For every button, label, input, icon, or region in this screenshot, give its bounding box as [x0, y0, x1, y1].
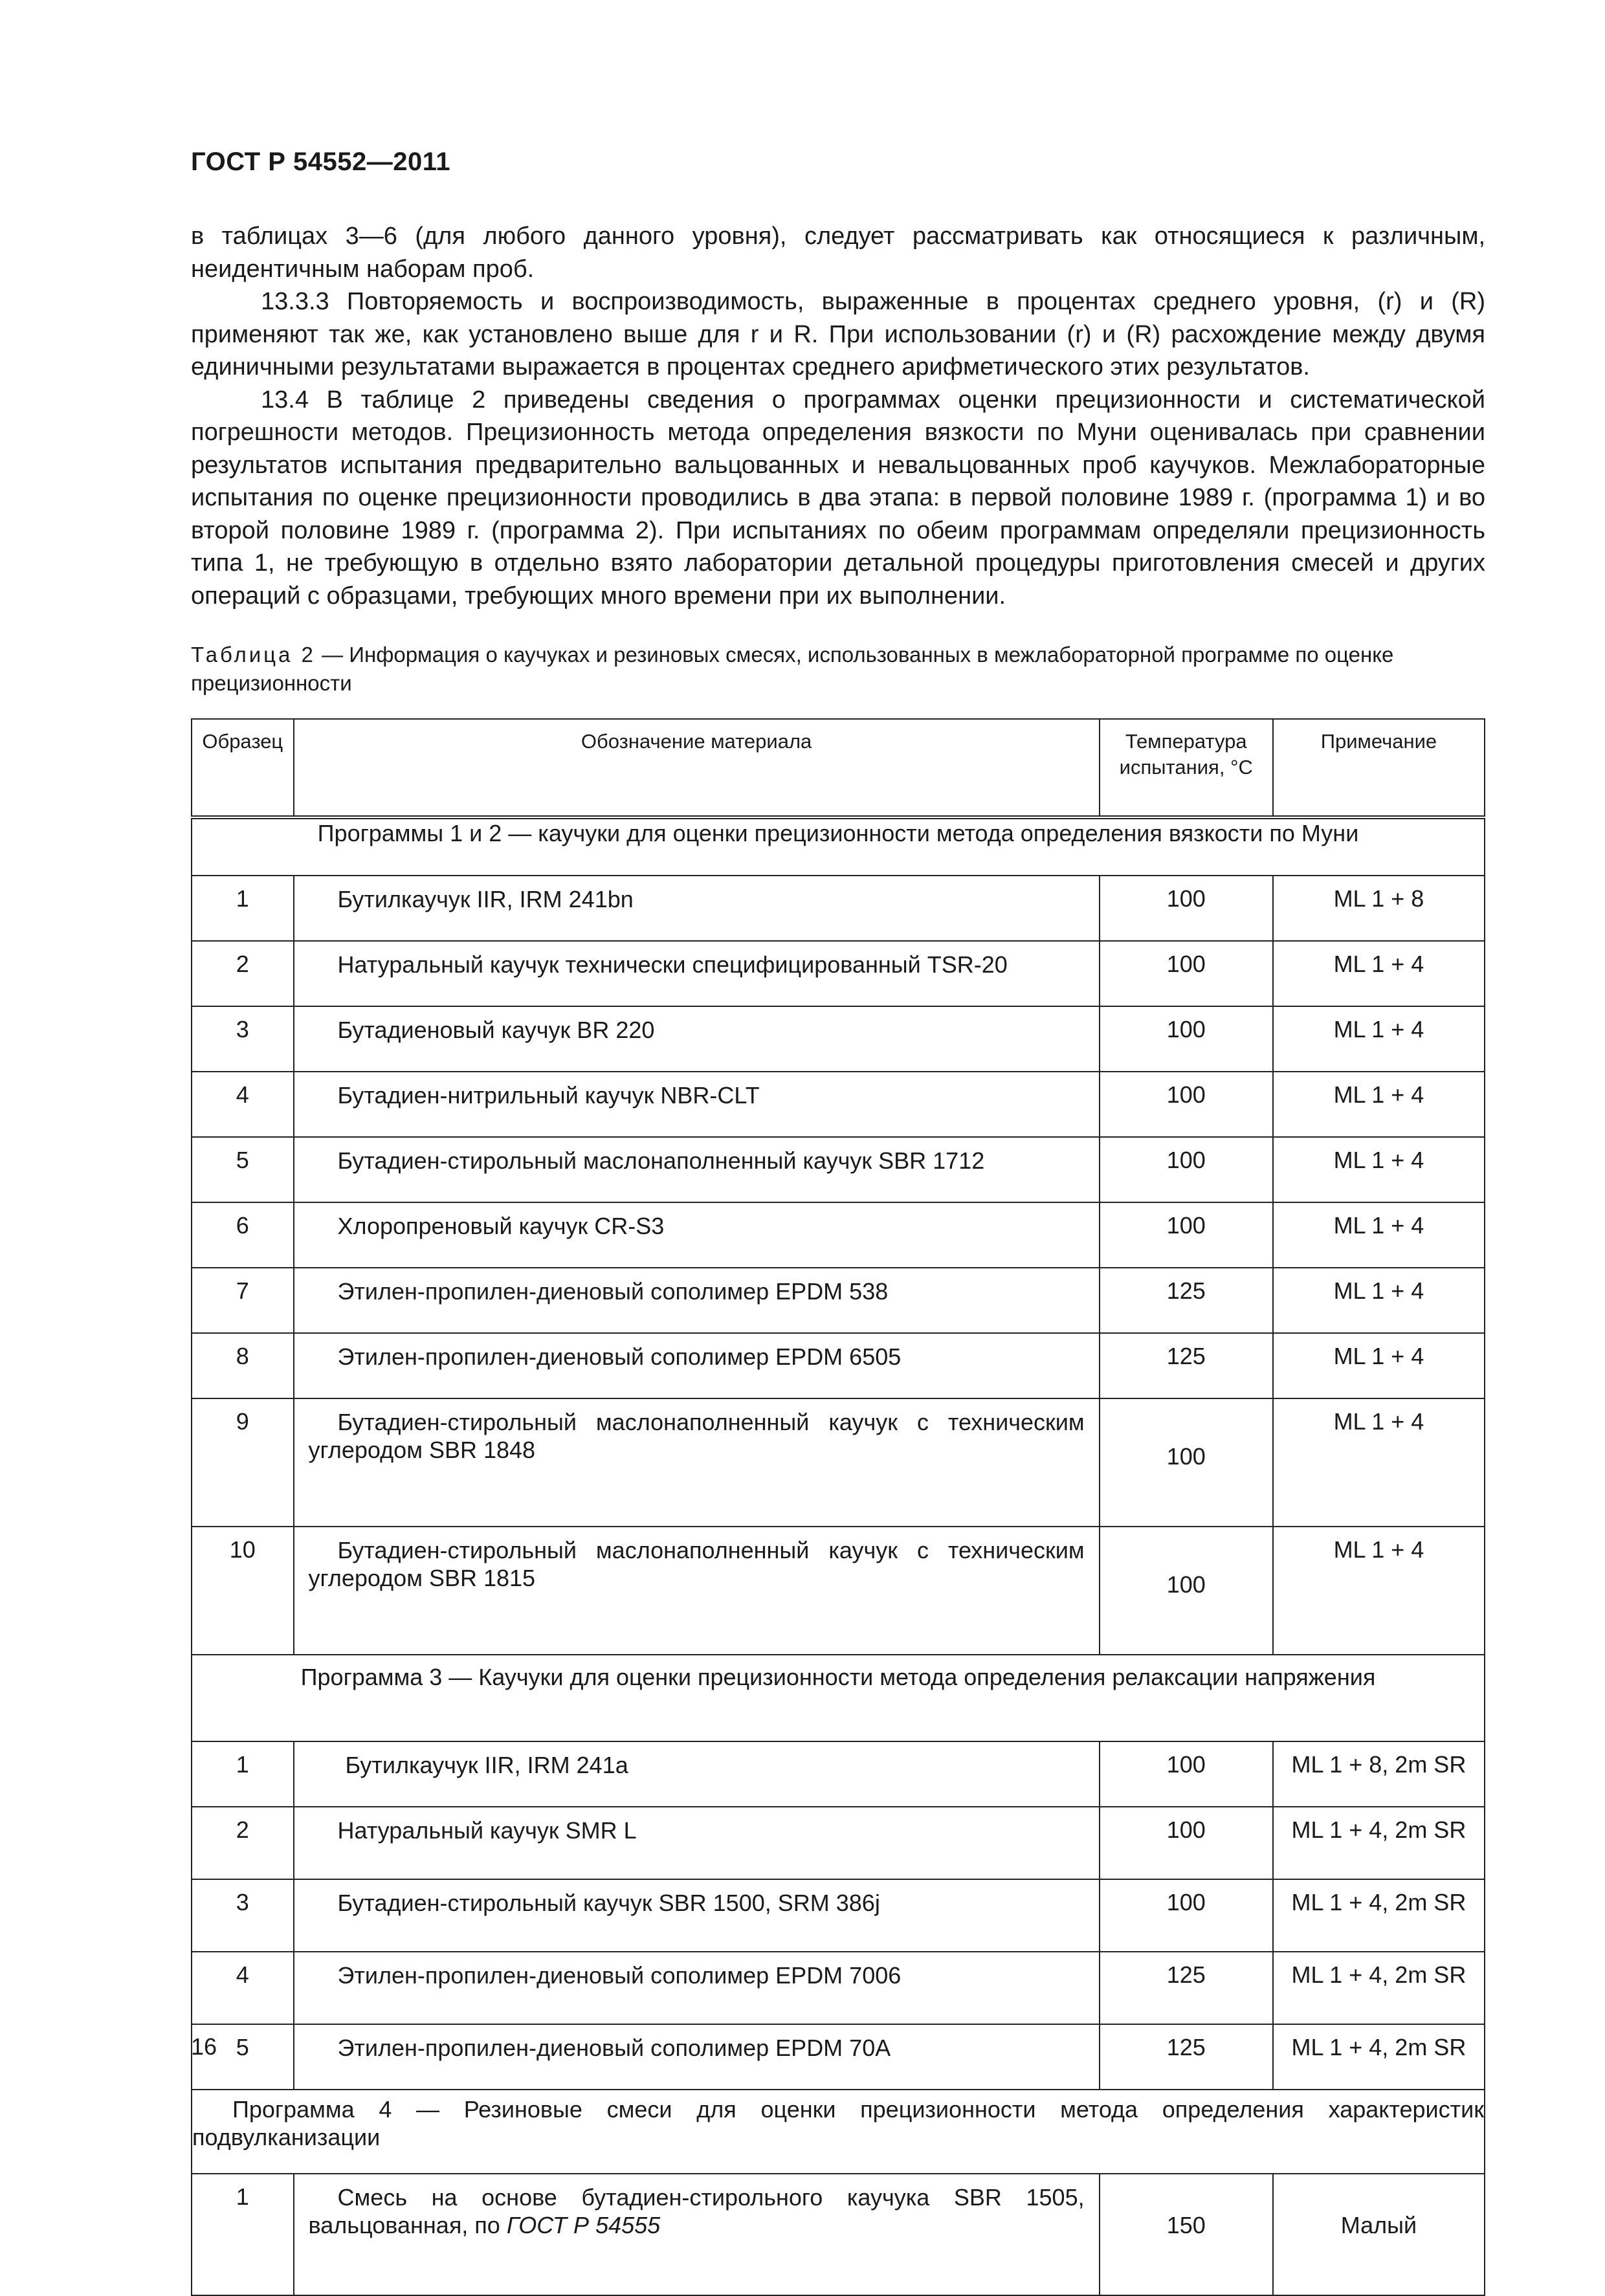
material-text: Этилен-пропилен-диеновый сополимер EPDM 70A: [337, 2035, 891, 2061]
group-title: Программы 1 и 2 — каучуки для оценки прецизионности метода определения вязкости по Муни: [192, 817, 1485, 876]
table-row: [192, 1741, 1485, 1807]
cell-material: [294, 1952, 1100, 2024]
document-code: ГОСТ Р 54552—2011: [191, 148, 450, 176]
cell-note: ML 1 + 4, 2m SR: [1273, 1879, 1485, 1952]
cell-sample: 9: [192, 1398, 294, 1527]
table-row: [192, 1807, 1485, 1879]
table-row: [192, 1333, 1485, 1398]
cell-sample: 5: [192, 1137, 294, 1202]
material-text: Натуральный каучук SMR L: [337, 1817, 637, 1844]
table-row: [192, 1072, 1485, 1137]
cell-temperature: 100: [1100, 1879, 1273, 1952]
cell-note: ML 1 + 4: [1273, 1398, 1485, 1527]
material-text: Бутадиен-стирольный маслонаполненный каучук с техническим углеродом SBR 1848: [308, 1409, 1085, 1463]
cell-note: ML 1 + 4: [1273, 1006, 1485, 1072]
table-row: [192, 1268, 1485, 1333]
cell-temperature: 100: [1100, 1006, 1273, 1072]
cell-temperature: 100: [1100, 1398, 1273, 1527]
table-caption-text: — Информация о каучуках и резиновых смесях, использованных в межлабораторной программе по оценке прецизионности: [191, 643, 1394, 695]
cell-sample: 1: [192, 2174, 294, 2295]
table-row: [192, 941, 1485, 1006]
cell-note: ML 1 + 8: [1273, 876, 1485, 941]
cell-sample: 4: [192, 1072, 294, 1137]
material-text: Бутадиен-стирольный маслонаполненный каучук SBR 1712: [337, 1147, 985, 1174]
table-row: [192, 1398, 1485, 1527]
cell-sample: 6: [192, 1202, 294, 1268]
paragraph: в таблицах 3—6 (для любого данного уровня), следует рассматривать как относящиеся к различным, неидентичным наборам проб.: [191, 223, 1485, 283]
standard-reference: ГОСТ Р 54555: [506, 2212, 661, 2238]
material-text: Бутадиен-стирольный маслонаполненный каучук с техническим углеродом SBR 1815: [308, 1537, 1085, 1591]
material-text: Бутилкаучук IIR, IRM 241a: [345, 1752, 628, 1778]
cell-temperature: 100: [1100, 876, 1273, 941]
cell-temperature: 125: [1100, 1268, 1273, 1333]
cell-sample: 4: [192, 1952, 294, 2024]
cell-note: ML 1 + 4: [1273, 1527, 1485, 1655]
material-text: [309, 2183, 1085, 2239]
cell-material: [294, 1741, 1100, 1807]
table-row: [192, 1527, 1485, 1655]
table-row: [192, 1202, 1485, 1268]
cell-sample: 1: [192, 1741, 294, 1807]
table-row: [192, 1879, 1485, 1952]
group-header-row: [192, 1655, 1485, 1741]
group-title-text: Программа 4 — Резиновые смеси для оценки прецизионности метода определения характеристик подвулканизации: [192, 2096, 1484, 2150]
cell-material: [294, 941, 1100, 1006]
material-text: Натуральный каучук технически специфицированный TSR-20: [337, 951, 1008, 978]
cell-sample: 10: [192, 1527, 294, 1655]
group-header-row: [192, 817, 1485, 876]
material-text: Этилен-пропилен-диеновый сополимер EPDM 7006: [337, 1962, 902, 1989]
cell-temperature: 100: [1100, 1741, 1273, 1807]
cell-sample: 5: [192, 2024, 294, 2090]
cell-material: [294, 1072, 1100, 1137]
cell-temperature: 100: [1100, 941, 1273, 1006]
cell-sample: 8: [192, 1333, 294, 1398]
cell-material: [294, 2024, 1100, 2090]
cell-note: ML 1 + 8, 2m SR: [1273, 1741, 1485, 1807]
cell-temperature: 125: [1100, 2024, 1273, 2090]
material-text: Бутадиен-нитрильный каучук NBR-CLT: [337, 1082, 760, 1109]
cell-material: [294, 1333, 1100, 1398]
cell-material: [294, 1879, 1100, 1952]
cell-temperature: 100: [1100, 1202, 1273, 1268]
cell-temperature: 125: [1100, 1952, 1273, 2024]
column-header-sample: Образец: [192, 719, 294, 817]
table-row: [192, 2174, 1485, 2295]
cell-temperature: 125: [1100, 1333, 1273, 1398]
group-title: [192, 2090, 1485, 2174]
cell-note: Малый: [1273, 2174, 1485, 2295]
cell-note: ML 1 + 4: [1273, 941, 1485, 1006]
cell-material: [294, 1398, 1100, 1527]
table-caption: [191, 641, 1485, 698]
column-header-material: Обозначение материала: [294, 719, 1100, 817]
cell-temperature: 150: [1100, 2174, 1273, 2295]
cell-temperature: 100: [1100, 1072, 1273, 1137]
cell-temperature: 100: [1100, 1527, 1273, 1655]
material-text: Бутилкаучук IIR, IRM 241bn: [337, 886, 634, 912]
table-row: [192, 876, 1485, 941]
cell-sample: 7: [192, 1268, 294, 1333]
cell-sample: 3: [192, 1006, 294, 1072]
table-row: [192, 1952, 1485, 2024]
cell-note: ML 1 + 4: [1273, 1333, 1485, 1398]
cell-temperature: 100: [1100, 1137, 1273, 1202]
cell-note: ML 1 + 4: [1273, 1268, 1485, 1333]
cell-sample: 1: [192, 876, 294, 941]
cell-note: ML 1 + 4, 2m SR: [1273, 1807, 1485, 1879]
cell-material: [294, 1137, 1100, 1202]
paragraph: 13.3.3 Повторяемость и воспроизводимость, выраженные в процентах среднего уровня, (r) и (R) применяют так же, как установлено выше для r и R. При использовании (r) и (R) расхождение между двумя единичными результатами выражается в процентах среднего арифметического этих результатов.: [191, 288, 1485, 381]
column-header-note: Примечание: [1273, 719, 1485, 817]
cell-note: ML 1 + 4: [1273, 1072, 1485, 1137]
table-caption-label: Таблица 2: [191, 643, 316, 667]
body-text: [191, 220, 1485, 612]
cell-material: [294, 1268, 1100, 1333]
cell-temperature: 100: [1100, 1807, 1273, 1879]
material-text: Бутадиеновый каучук BR 220: [337, 1017, 655, 1043]
table-row: [192, 2024, 1485, 2090]
cell-note: ML 1 + 4, 2m SR: [1273, 1952, 1485, 2024]
table-row: [192, 1137, 1485, 1202]
cell-material: [294, 876, 1100, 941]
cell-material: [294, 2174, 1100, 2295]
group-title: Программа 3 — Каучуки для оценки прецизионности метода определения релаксации напряжения: [192, 1655, 1485, 1741]
material-text-prefix: Смесь на основе бутадиен-стирольного каучука SBR 1505, вальцованная, по: [308, 2184, 1085, 2238]
cell-note: ML 1 + 4: [1273, 1137, 1485, 1202]
cell-material: [294, 1202, 1100, 1268]
table-header-row: [192, 719, 1485, 817]
cell-sample: 2: [192, 1807, 294, 1879]
material-text: Хлоропреновый каучук CR-S3: [337, 1213, 665, 1239]
column-header-temperature: Температура испытания, °С: [1100, 719, 1273, 817]
material-text: Этилен-пропилен-диеновый сополимер EPDM 6505: [337, 1343, 902, 1370]
cell-material: [294, 1807, 1100, 1879]
cell-material: [294, 1527, 1100, 1655]
material-text: Этилен-пропилен-диеновый сополимер EPDM 538: [337, 1278, 889, 1305]
cell-sample: 2: [192, 941, 294, 1006]
table-row: [192, 1006, 1485, 1072]
cell-sample: 3: [192, 1879, 294, 1952]
cell-note: ML 1 + 4: [1273, 1202, 1485, 1268]
materials-table: [191, 718, 1485, 2296]
cell-material: [294, 1006, 1100, 1072]
material-text: Бутадиен-стирольный каучук SBR 1500, SRM 386j: [337, 1890, 880, 1916]
cell-note: ML 1 + 4, 2m SR: [1273, 2024, 1485, 2090]
page-number: 16: [191, 2033, 217, 2060]
paragraph: 13.4 В таблице 2 приведены сведения о программах оценки прецизионности и систематической погрешности методов. Прецизионность метода определения вязкости по Муни оценивалась при сравнении результатов испытания предварительно вальцованных и невальцованных проб каучуков. Межлабораторные испытания по оценке прецизионности проводились в два этапа: в первой половине 1989 г. (программа 1) и во второй половине 1989 г. (программа 2). При испытаниях по обеим программам определяли прецизионность типа 1, не требующую в отдельно взято лаборатории детальной процедуры приготовления смесей и других операций с образцами, требующих много времени при их выполнении.: [191, 386, 1485, 610]
group-header-row: [192, 2090, 1485, 2174]
